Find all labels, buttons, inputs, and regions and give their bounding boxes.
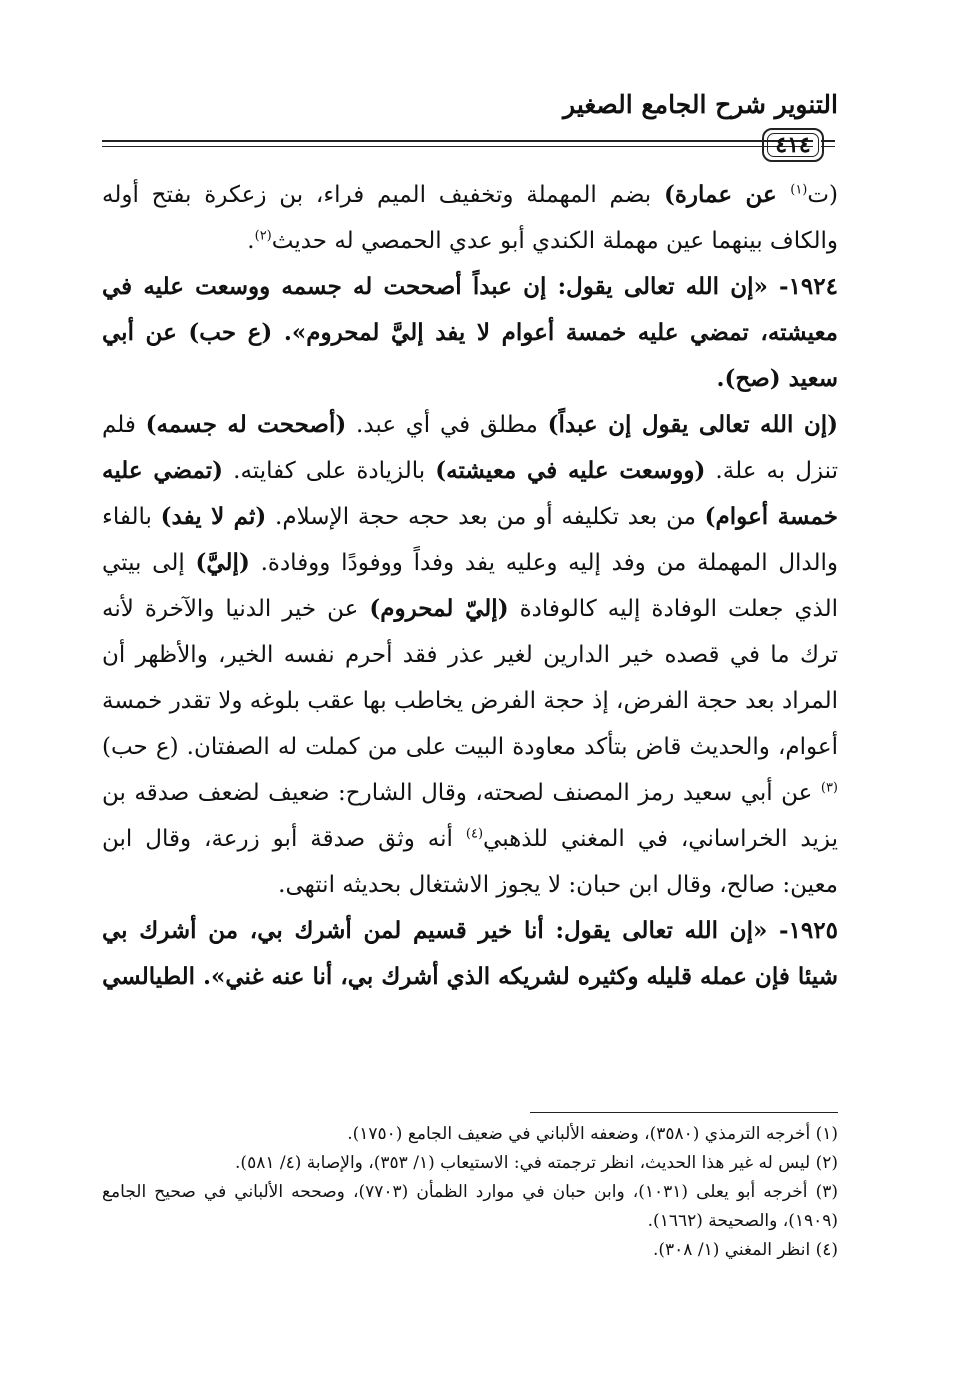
- footnote-separator: [530, 1112, 838, 1113]
- text-span: فلم تنزل به علة.: [102, 412, 839, 484]
- page-number: ٤١٤: [762, 128, 824, 162]
- hadith-1924: [102, 264, 838, 402]
- text-span: عن أبي سعيد رمز المصنف لصحته، وقال الشارح: ضعيف لضعف صدقه بن يزيد الخراساني، في المغني للذهبي: [102, 780, 838, 852]
- footnote-ref: (١): [790, 182, 808, 198]
- header-rule: [102, 140, 813, 142]
- running-header-title: التنوير شرح الجامع الصغير: [563, 90, 838, 119]
- bold-span: (تمضي عليه خمسة أعوام): [102, 457, 839, 530]
- text-span: بالزيادة على كفايته.: [223, 458, 436, 484]
- text-span: (ع حب): [102, 734, 179, 760]
- bold-span: (إن الله تعالى يقول إن عبداً): [547, 411, 838, 438]
- header-rule: [102, 146, 813, 147]
- text-span: عن خير الدنيا والآخرة لأنه ترك ما في قصده خير الدارين لغير عذر فقد أحرم نفسه الخير، والأظهر أن المراد بعد حجة الفرض، إذ حجة الفرض يخاطب بها عقب بلوغه ولا تقدر خمسة أعوام، والحديث قاض بتأكد معاودة البيت على من كملت له الصفتان.: [102, 596, 838, 760]
- footnote-3: (٣) أخرجه أبو يعلى (١٠٣١)، وابن حبان في موارد الظمأن (٧٧٠٣)، وصححه الألباني في صحيح الجامع (١٩٠٩)، والصحيحة (١٦٦٢).: [102, 1182, 839, 1231]
- main-text: [102, 172, 838, 1000]
- footnote-ref: (٢): [254, 228, 272, 244]
- footnote-1: (١) أخرجه الترمذي (٣٥٨٠)، وضعفه الألباني في ضعيف الجامع (١٧٥٠).: [347, 1124, 838, 1144]
- hadith-text: ١٩٢٥- «إن الله تعالى يقول: أنا خير قسيم لمن أشرك بي، من أشرك بي شيئا فإن عمله قليله وكثيره لشريكه الذي أشرك بي، أنا عنه غني». الطيالسي: [102, 917, 838, 990]
- footnote-2: (٢) ليس له غير هذا الحديث، انظر ترجمته في: الاستيعاب (١/ ٣٥٣)، والإصابة (٤/ ٥٨١).: [235, 1153, 838, 1173]
- bold-span: (أصححت له جسمه): [145, 411, 347, 438]
- text-span: من بعد تكليفه أو من بعد حجه حجة الإسلام.: [266, 504, 705, 530]
- footnote-4: (٤) انظر المغني (١/ ٣٠٨).: [652, 1240, 838, 1260]
- commentary-1924: [102, 402, 838, 908]
- hadith-text: ١٩٢٤- «إن الله تعالى يقول: إن عبداً أصححت له جسمه ووسعت عليه في معيشته، تمضي عليه خمسة أعوام لا يفد إليَّ لمحروم». (ع حب) عن أبي سعيد (صح).: [102, 273, 838, 392]
- footnote-ref: (٤): [465, 826, 484, 842]
- bold-span: عن عمارة): [663, 181, 791, 208]
- text-span: (ت: [807, 182, 839, 208]
- text-span: بضم المهملة وتخفيف الميم فراء، بن زعكرة بفتح أوله والكاف بينهما عين مهملة الكندي أبو عدي الحمصي له حديث: [102, 182, 838, 254]
- bold-span: (ووسعت عليه في معيشته): [435, 457, 706, 484]
- text-span: أنه وثق صدقة أبو زرعة، وقال ابن معين: صالح، وقال ابن حبان: لا يجوز الاشتغال بحديثه انتهى.: [102, 826, 838, 898]
- bold-span: (ثم لا يفد): [160, 503, 267, 530]
- text-span: بالفاء والدال المهملة من وفد إليه وعليه يفد وفداً ووفودًا ووفادة.: [102, 504, 838, 576]
- text-span: مطلق في أي عبد.: [346, 412, 548, 438]
- text-span: إلى بيتي الذي جعلت الوفادة إليه كالوفادة: [102, 550, 838, 622]
- paragraph-intro: [102, 172, 838, 264]
- text-span: .: [247, 228, 255, 254]
- hadith-1925: [102, 908, 838, 1000]
- bold-span: (إليَّ): [195, 549, 250, 576]
- footnote-ref: (٣): [820, 780, 838, 796]
- bold-span: (إليّ لمحروم): [369, 595, 509, 622]
- footnotes: [102, 1120, 838, 1265]
